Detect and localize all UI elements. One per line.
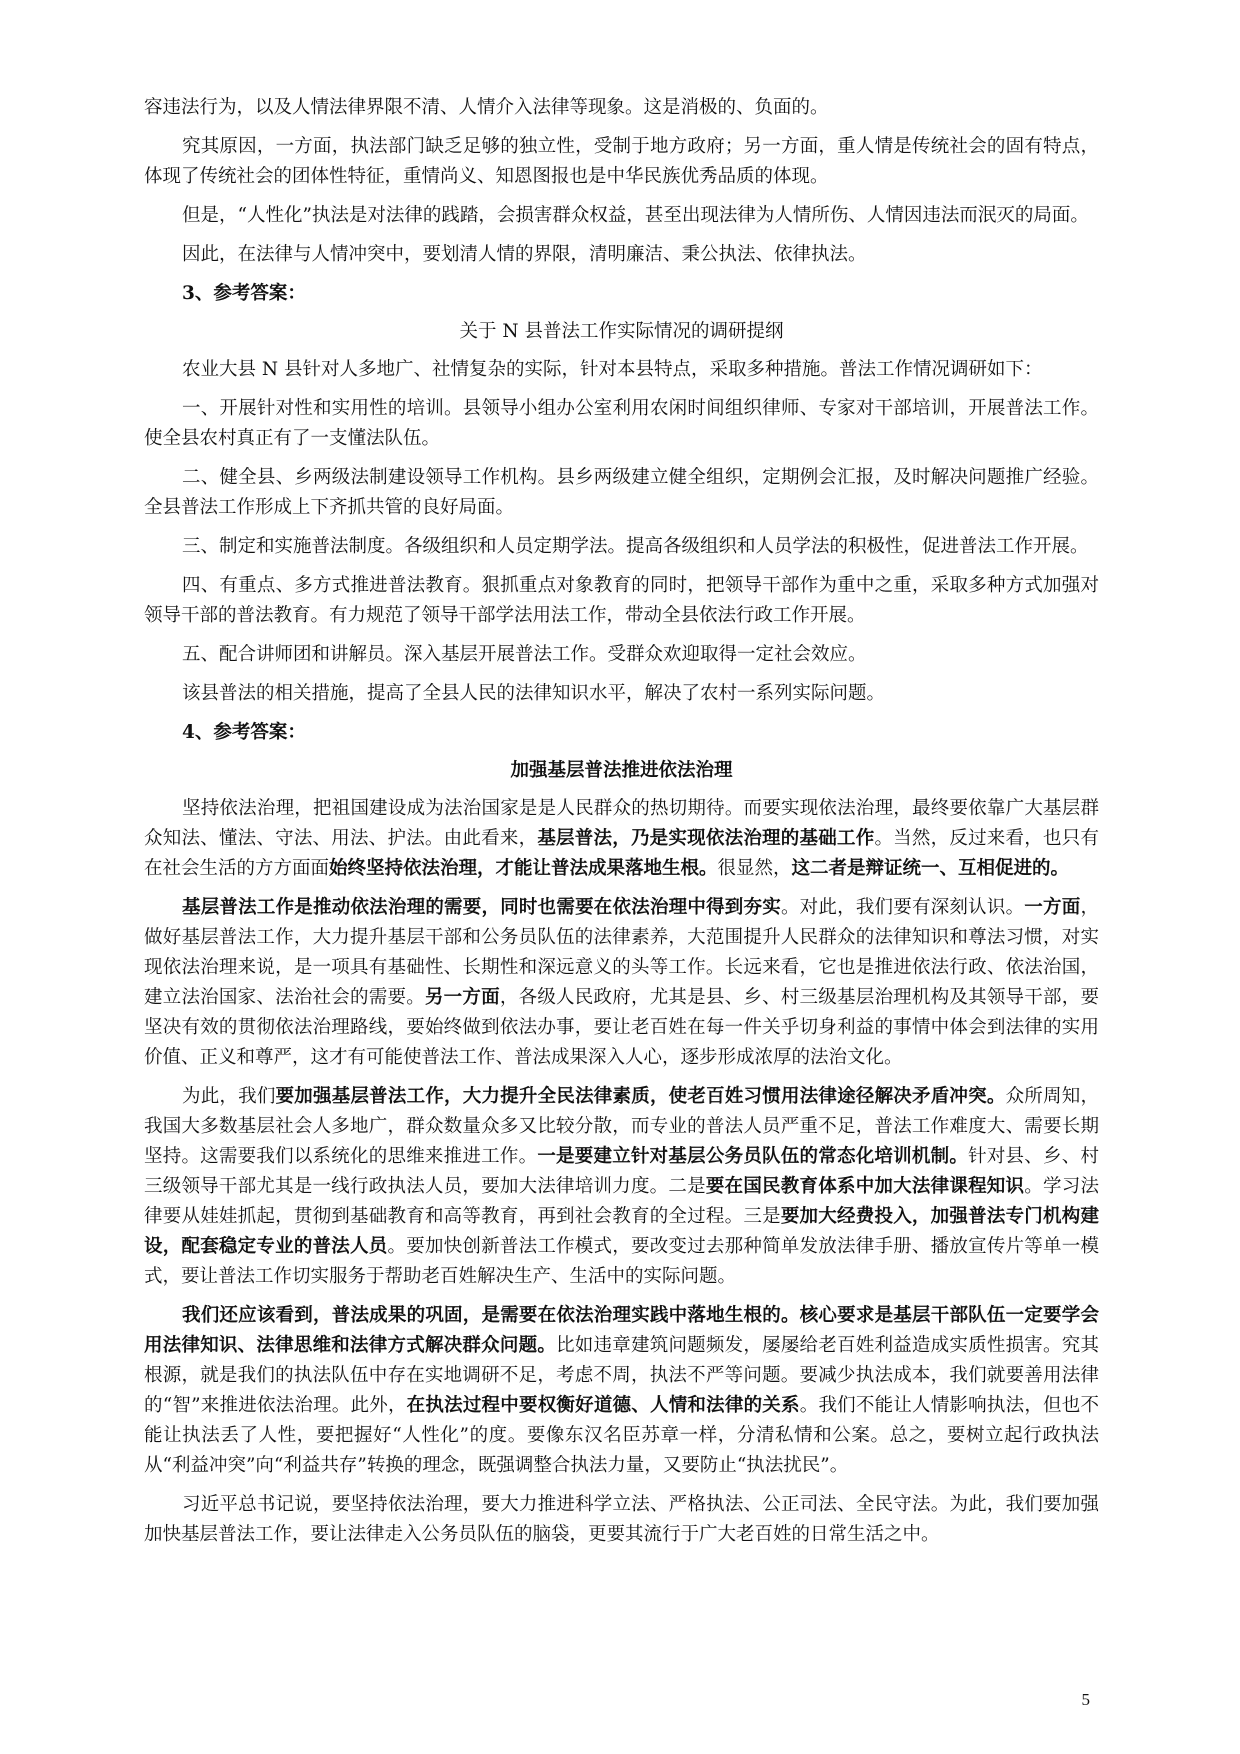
text-run: 比如违章建筑问题频发，屡屡给老百姓利益造成实质性损害。究其根源，就是我们的执法队伍中存在实地调研不足，考虑不周，执法不严等问题。要减少执法成本，我们就要善用法律的“智”来推进依法治理。此外，: [144, 1335, 1099, 1416]
page-number: 5: [1081, 1690, 1090, 1709]
essay-paragraph-4: [144, 1301, 1099, 1481]
list-item: 二、健全县、乡两级法制建设领导工作机构。县乡两级建立健全组织，定期例会汇报，及时解决问题推广经验。全县普法工作形成上下齐抓共管的良好局面。: [144, 467, 1099, 518]
paragraph: 农业大县 N 县针对人多地广、社情复杂的实际，针对本县特点，采取多种措施。普法工作情况调研如下：: [182, 359, 1043, 380]
essay-paragraph-2: [144, 893, 1099, 1073]
text-run: 。学习法律要从娃娃抓起，贯彻到基础教育和高等教育，再到社会教育的全过程。三是: [144, 1176, 1099, 1227]
bold-run: 一方面: [1024, 897, 1081, 918]
answer-heading-3: 3、参考答案：: [182, 283, 306, 304]
paragraph: 该县普法的相关措施，提高了全县人民的法律知识水平，解决了农村一系列实际问题。: [182, 683, 886, 704]
list-item: 四、有重点、多方式推进普法教育。狠抓重点对象教育的同时，把领导干部作为重中之重，采取多种方式加强对领导干部的普法教育。有力规范了领导干部学法用法工作，带动全县依法行政工作开展。: [144, 575, 1099, 626]
list-item: 三、制定和实施普法制度。各级组织和人员定期学法。提高各级组织和人员学法的积极性，促进普法工作开展。: [182, 536, 1089, 557]
text-run: ，做好基层普法工作，大力提升基层干部和公务员队伍的法律素养，大范围提升人民群众的法律知识和尊法习惯，对实现依法治理来说，是一项具有基础性、长期性和深远意义的头等工作。长远来看，它也是推进依法行政、依法治国，建立法治国家、法治社会的需要。: [144, 897, 1099, 1008]
essay-paragraph-1: [144, 794, 1099, 884]
text-run: ，各级人民政府，尤其是县、乡、村三级基层治理机构及其领导干部，要坚决有效的贯彻依法治理路线，要始终做到依法办事，要让老百姓在每一件关乎切身利益的事情中体会到法律的实用价值、正义和尊严，这才有可能使普法工作、普法成果深入人心，逐步形成浓厚的法治文化。: [144, 987, 1099, 1068]
text-run: 。要加快创新普法工作模式，要改变过去那种简单发放法律手册、播放宣传片等单一模式，要让普法工作切实服务于帮助老百姓解决生产、生活中的实际问题。: [144, 1236, 1099, 1287]
paragraph: 究其原因，一方面，执法部门缺乏足够的独立性，受制于地方政府；另一方面，重人情是传统社会的固有特点，体现了传统社会的团体性特征，重情尚义、知恩图报也是中华民族优秀品质的体现。: [144, 136, 1099, 187]
essay-title: 加强基层普法推进依法治理: [510, 760, 733, 781]
bold-run: 要加强基层普法工作，大力提升全民法律素质，使老百姓习惯用法律途径解决矛盾冲突。: [275, 1086, 1006, 1107]
page-content: [144, 93, 1099, 1559]
paragraph: 容违法行为，以及人情法律界限不清、人情介入法律等现象。这是消极的、负面的。: [144, 97, 829, 118]
bold-run: 一是要建立针对基层公务员队伍的常态化培训机制。: [537, 1146, 969, 1167]
bold-run: 另一方面: [424, 987, 500, 1008]
bold-run: 我们还应该看到，普法成果的巩固，是需要在依法治理实践中落地生根的。核心要求是基层干部队伍一定要学会用法律知识、法律思维和法律方式解决群众问题。: [144, 1305, 1099, 1356]
paragraph: 但是，“人性化”执法是对法律的践踏，会损害群众权益，甚至出现法律为人情所伤、人情因违法而泯灭的局面。: [182, 205, 1089, 226]
text-run: 。我们不能让人情影响执法，但也不能让执法丢了人性，要把握好“人性化”的度。要像东汉名臣苏章一样，分清私情和公案。总之，要树立起行政执法从“利益冲突”向“利益共存”转换的理念，既强调整合执法力量，又要防止“执法扰民”。: [144, 1395, 1099, 1476]
text-run: 。当然，反过来看，也只有在社会生活的方方面面: [144, 828, 1099, 879]
text-run: 坚持依法治理，把祖国建设成为法治国家是是人民群众的热切期待。而要实现依法治理，最终要依靠广大基层群众知法、懂法、守法、用法、护法。由此看来，: [144, 798, 1099, 849]
text-run: 。对此，我们要有深刻认识。: [780, 897, 1025, 918]
essay-paragraph-5: 习近平总书记说，要坚持依法治理，要大力推进科学立法、严格执法、公正司法、全民守法。为此，我们要加强加快基层普法工作，要让法律走入公务员队伍的脑袋，更要其流行于广大老百姓的日常生活之中。: [144, 1494, 1099, 1545]
bold-run: 基层普法，乃是实现依法治理的基础工作: [537, 828, 875, 849]
bold-run: 在执法过程中要权衡好道德、人情和法律的关系: [406, 1395, 800, 1416]
bold-run: 这二者是辩证统一、互相促进的。: [791, 858, 1070, 879]
text-run: 针对县、乡、村三级领导干部尤其是一线行政执法人员，要加大法律培训力度。二是: [144, 1146, 1099, 1197]
bold-run: 要加大经费投入，加强普法专门机构建设，配套稳定专业的普法人员: [144, 1206, 1099, 1257]
text-run: 为此，我们: [182, 1086, 276, 1107]
answer-heading-4: 4、参考答案：: [182, 722, 306, 743]
list-item: 五、配合讲师团和讲解员。深入基层开展普法工作。受群众欢迎取得一定社会效应。: [182, 644, 867, 665]
bold-run: 始终坚持依法治理，才能让普法成果落地生根。: [329, 858, 718, 879]
bold-run: 基层普法工作是推动依法治理的需要，同时也需要在依法治理中得到夯实: [182, 897, 781, 918]
essay-paragraph-3: [144, 1082, 1099, 1292]
paragraph: 因此，在法律与人情冲突中，要划清人情的界限，清明廉洁、秉公执法、依律执法。: [182, 244, 867, 265]
text-run: 很显然，: [717, 858, 792, 879]
list-item: 一、开展针对性和实用性的培训。县领导小组办公室利用农闲时间组织律师、专家对干部培训，开展普法工作。使全县农村真正有了一支懂法队伍。: [144, 398, 1099, 449]
section-title: 关于 N 县普法工作实际情况的调研提纲: [459, 321, 784, 342]
text-run: 众所周知，我国大多数基层社会人多地广，群众数量众多又比较分散，而专业的普法人员严重不足，普法工作难度大、需要长期坚持。这需要我们以系统化的思维来推进工作。: [144, 1086, 1099, 1167]
bold-run: 要在国民教育体系中加大法律课程知识: [705, 1176, 1025, 1197]
